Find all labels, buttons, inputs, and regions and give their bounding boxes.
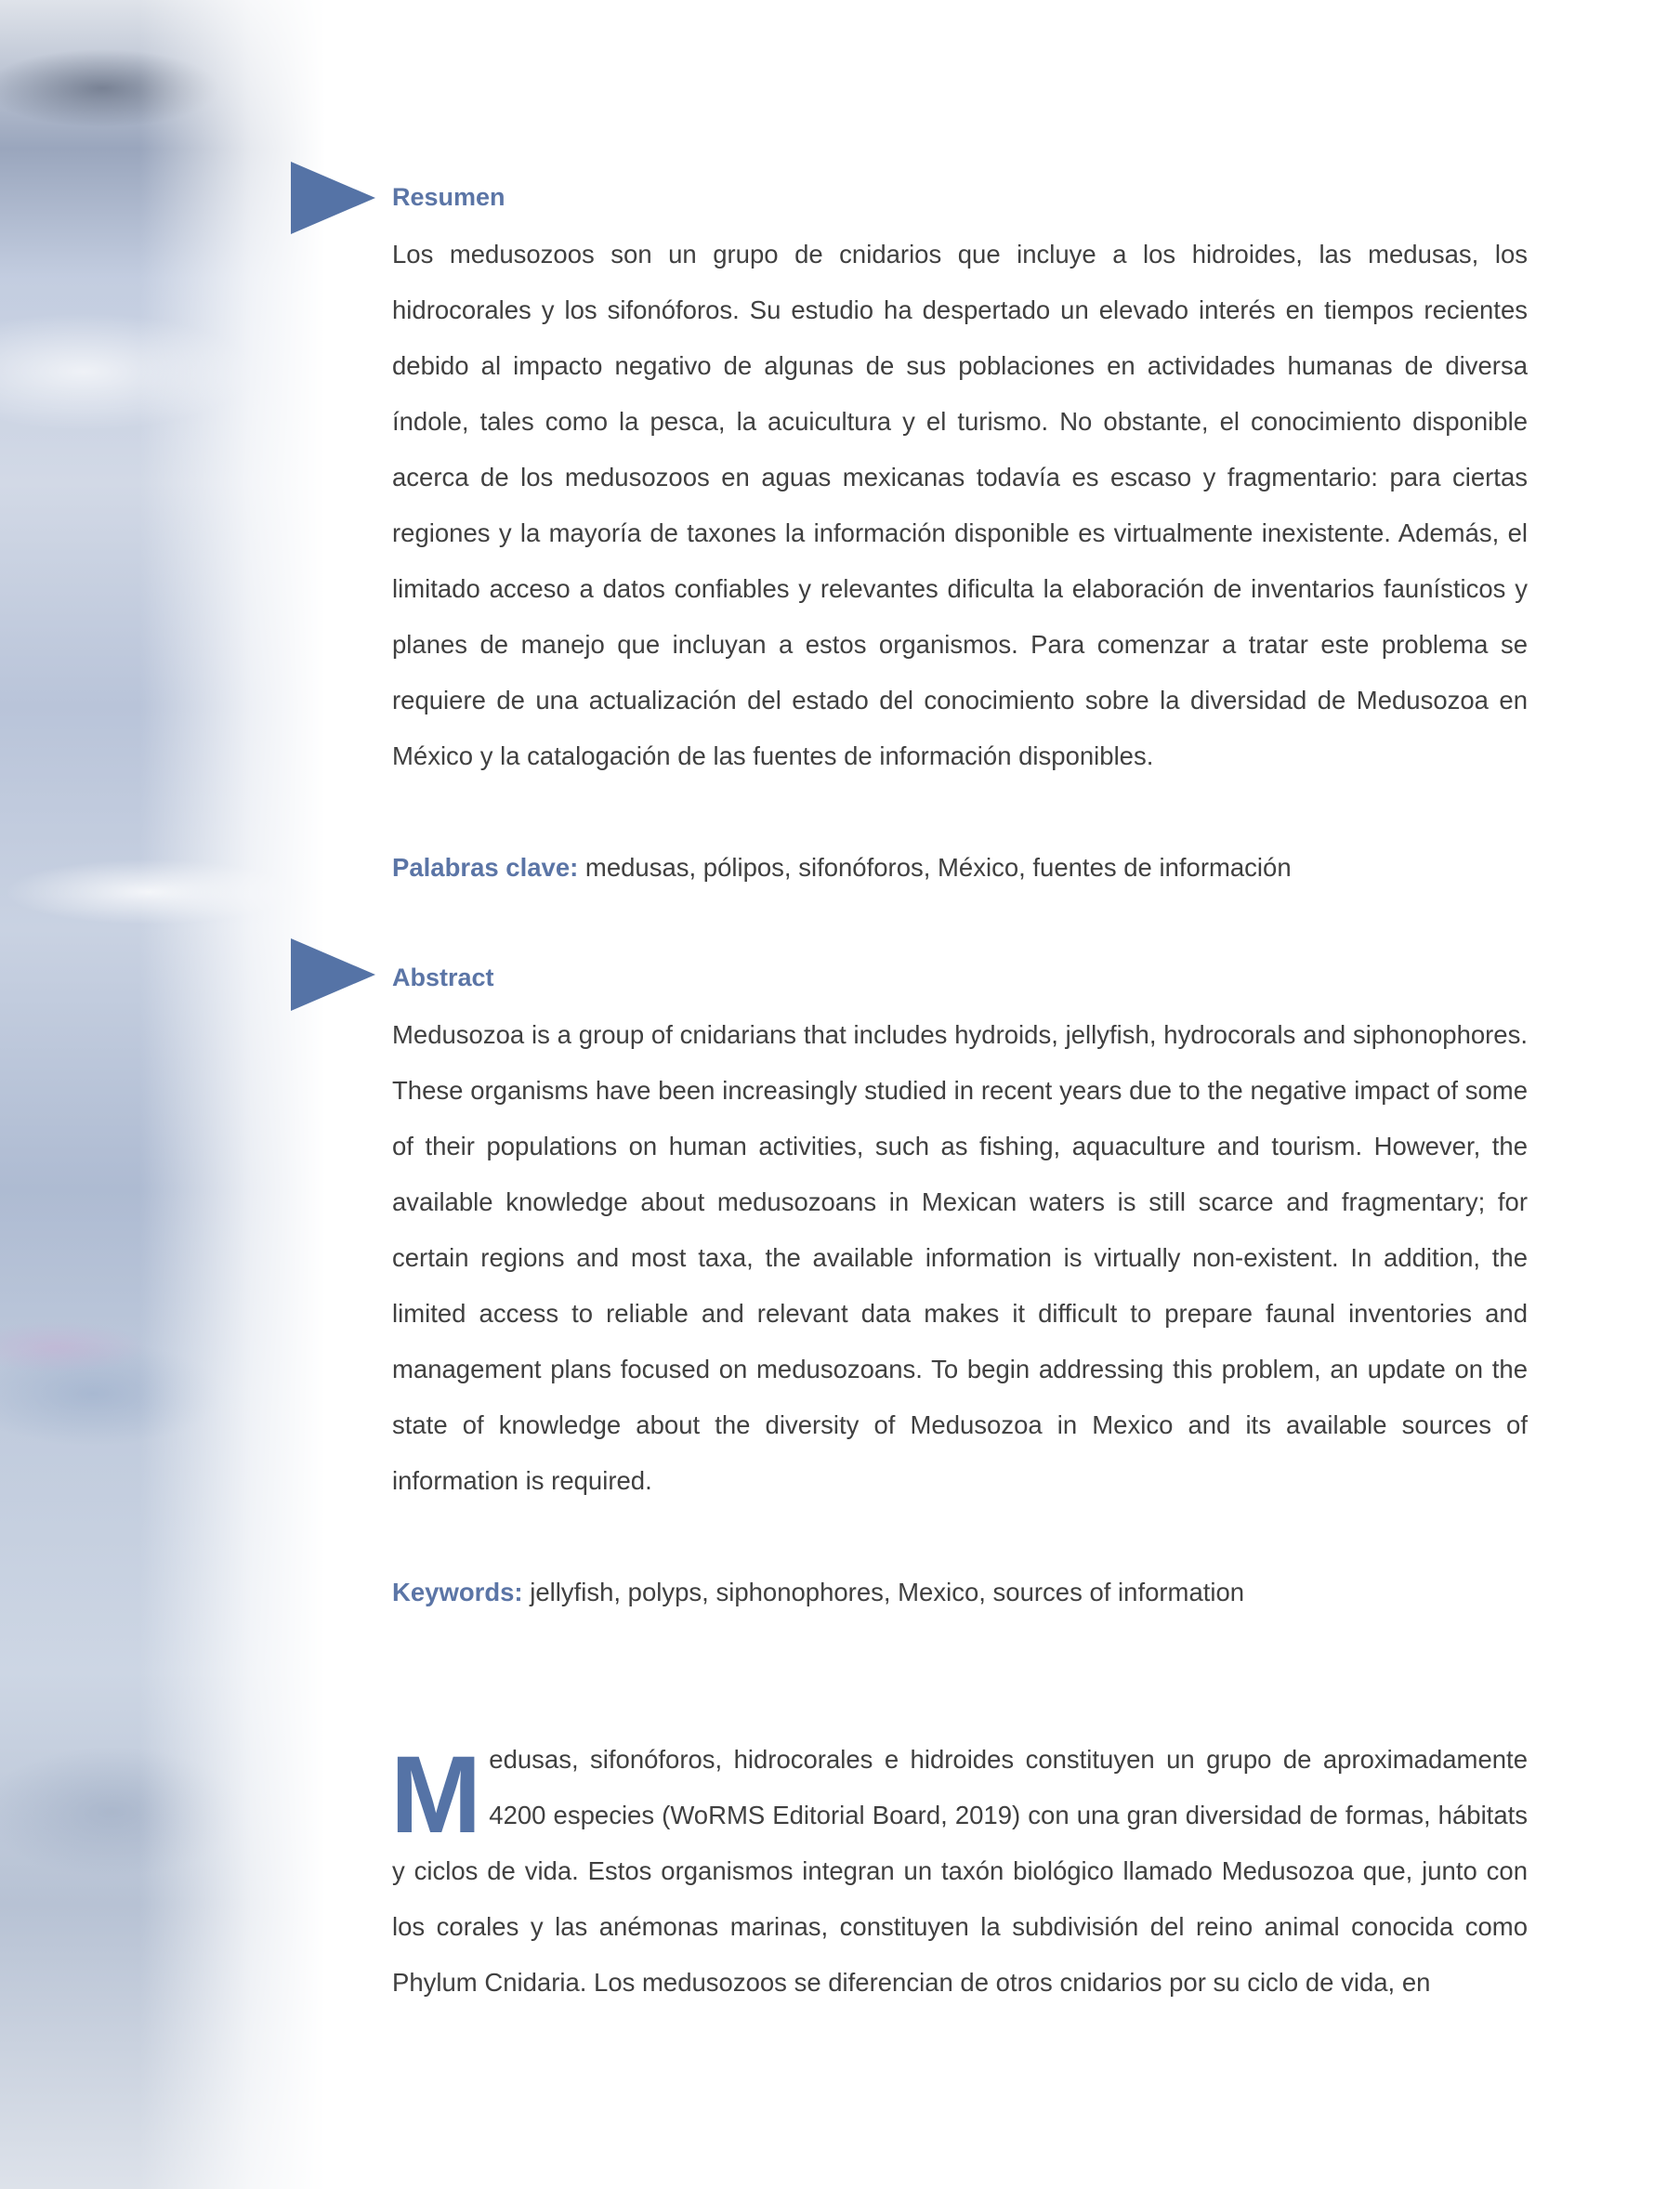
keywords-value: medusas, pólipos, sifonóforos, México, fuentes de información [584, 853, 1292, 882]
resumen-paragraph: Los medusozoos son un grupo de cnidarios que incluye a los hidroides, las medusas, los hidrocorales y los sifonóforos. Su estudio ha despertado un elevado interés en tiempos recientes debido al impacto negativo de algunas de sus poblaciones en actividades humanas de diversa índole, tales como la pesca, la acuicultura y el turismo. No obstante, el conocimiento disponible acerca de los medusozoos en aguas mexicanas todavía es escaso y fragmentario: para ciertas regiones y la mayoría de taxones la información disponible es virtualmente inexistente. Además, el limitado acceso a datos confiables y relevantes dificulta la elaboración de inventarios faunísticos y planes de manejo que incluyan a estos organismos. Para comenzar a tratar este problema se requiere de una actualización del estado del conocimiento sobre la diversidad de Medusozoa en México y la catalogación de las fuentes de información disponibles. [392, 240, 1528, 770]
abstract-paragraph: Medusozoa is a group of cnidarians that includes hydroids, jellyfish, hydrocorals and siphonophores. These organisms have been increasingly studied in recent years due to the negative impact of some of their populations on human activities, such as fishing, aquaculture and tourism. However, the available knowledge about medusozoans in Mexican waters is still scarce and fragmentary; for certain regions and most taxa, the available information is virtually non-existent. In addition, the limited access to reliable and relevant data makes it difficult to prepare faunal inventories and management plans focused on medusozoans. To begin addressing this problem, an update on the state of knowledge about the diversity of Medusozoa in Mexico and its available sources of information is required. [392, 1020, 1528, 1495]
drop-cap: M [390, 1734, 482, 1856]
abstract-heading: Abstract [392, 963, 494, 991]
side-image-fade [0, 0, 335, 2189]
keywords-label: Keywords: [392, 1578, 523, 1606]
section-marker-triangle-icon [291, 162, 375, 234]
intro-paragraph [392, 1732, 1528, 2011]
resumen-heading: Resumen [392, 183, 505, 211]
resumen-keywords [392, 840, 1528, 896]
abstract-keywords [392, 1565, 1528, 1620]
keywords-value: jellyfish, polyps, siphonophores, Mexico, sources of information [530, 1578, 1245, 1606]
section-marker-triangle-icon [291, 938, 375, 1011]
intro-text: edusas, sifonóforos, hidrocorales e hidroides constituyen un grupo de aproximadamente 4200 especies (WoRMS Editorial Board, 2019) con una gran diversidad de formas, hábitats y ciclos de vida. Estos organismos integran un taxón biológico llamado Medusozoa que, junto con los corales y las anémonas marinas, constituyen la subdivisión del reino animal conocida como Phylum Cnidaria. Los medusozoos se diferencian de otros cnidarios por su ciclo de vida, en [392, 1745, 1528, 1997]
keywords-label: Palabras clave: [392, 853, 579, 882]
